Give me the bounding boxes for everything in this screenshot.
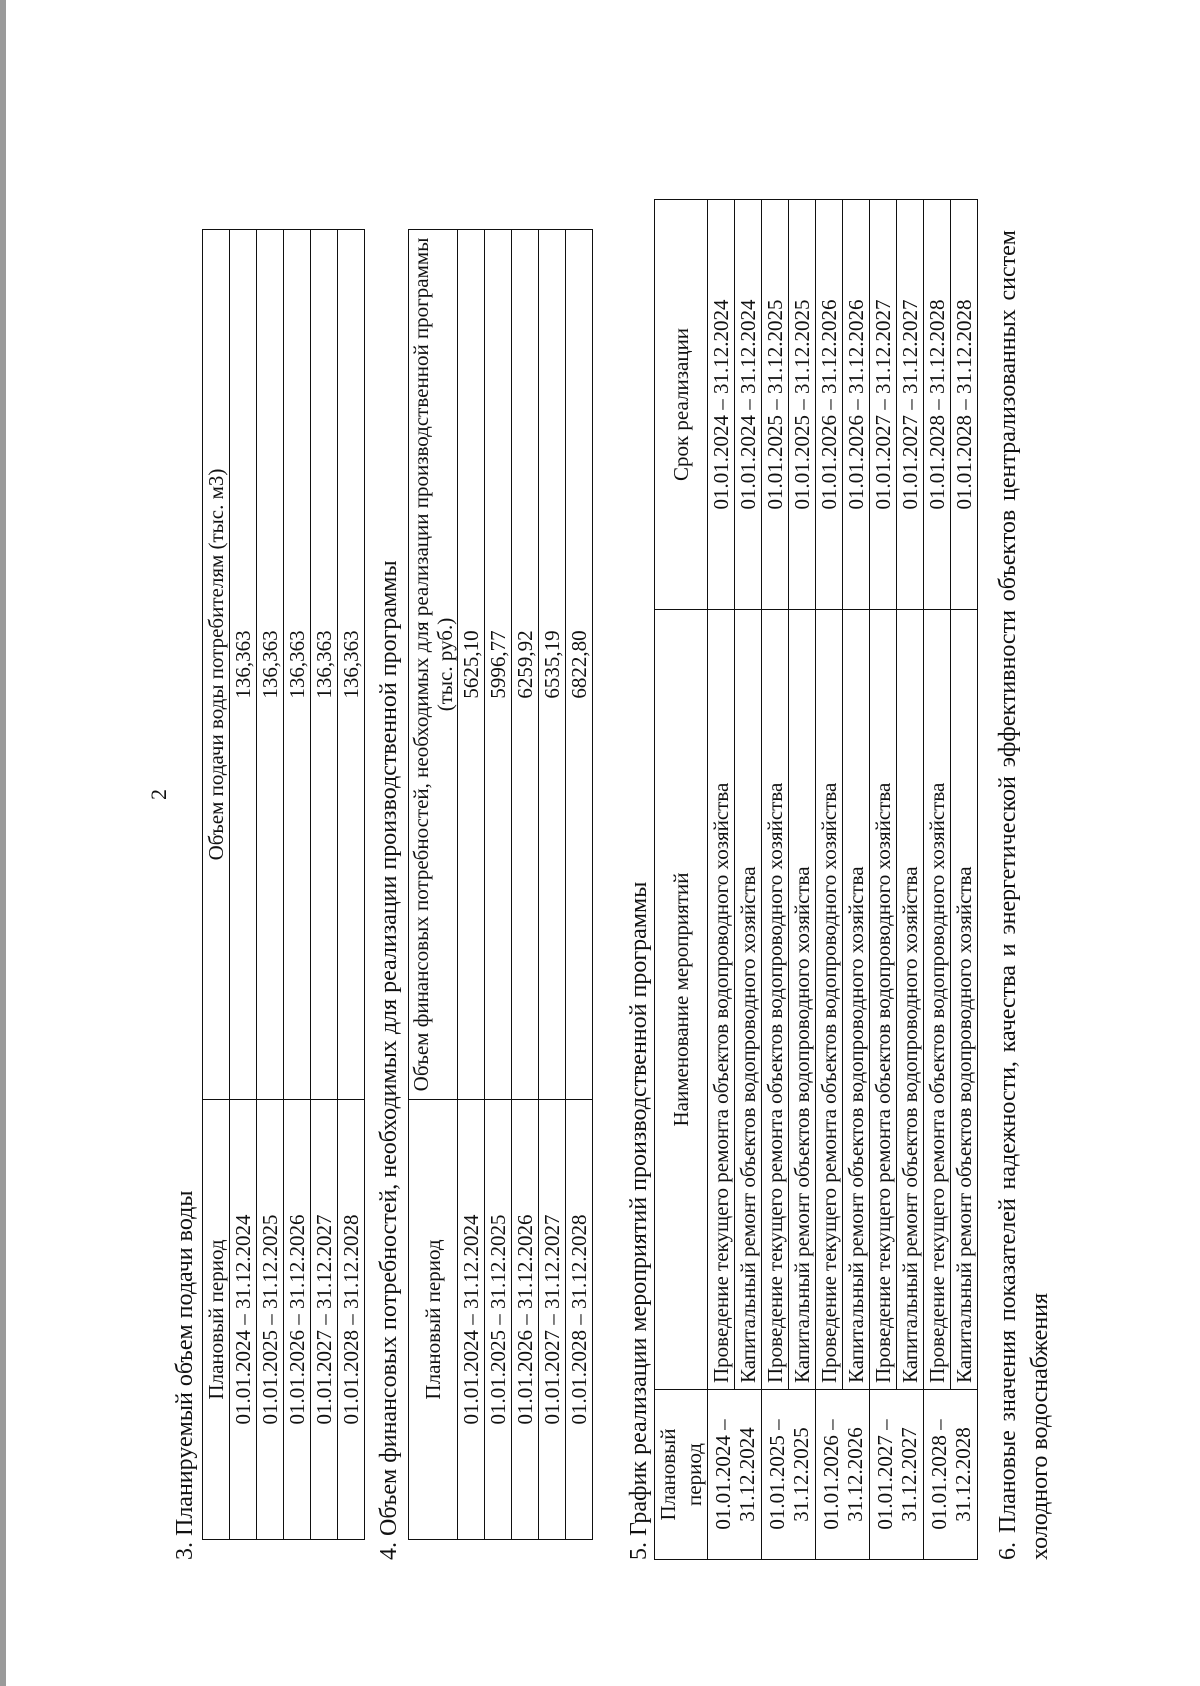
section3-title: 3. Планируемый объем подачи воды — [172, 1190, 198, 1560]
table-row — [284, 230, 311, 1540]
column-header: Плановый период — [203, 1100, 230, 1540]
table-row — [735, 200, 762, 1560]
activity-cell: Проведение текущего ремонта объектов водопроводного хозяйства — [924, 610, 951, 1390]
table-row — [338, 230, 365, 1540]
activity-cell: Проведение текущего ремонта объектов водопроводного хозяйства — [816, 610, 843, 1390]
period-cell: 01.01.2025 – 31.12.2025 — [485, 1100, 512, 1540]
column-header: Наименование мероприятий — [655, 610, 708, 1390]
activity-cell: Проведение текущего ремонта объектов водопроводного хозяйства — [762, 610, 789, 1390]
column-header: Срок реализации — [655, 200, 708, 610]
table-row — [708, 200, 735, 1560]
table-row — [870, 200, 897, 1560]
schedule-table — [654, 199, 978, 1560]
term-cell: 01.01.2025 – 31.12.2025 — [762, 200, 789, 610]
column-header: Объем финансовых потребностей, необходимых для реализации производственной программы (тыс. руб.) — [409, 230, 458, 1100]
activity-cell: Капитальный ремонт объектов водопроводного хозяйства — [789, 610, 816, 1390]
activity-cell: Проведение текущего ремонта объектов водопроводного хозяйства — [870, 610, 897, 1390]
table-header-row — [655, 200, 708, 1560]
period-cell: 01.01.2028 – 31.12.2028 — [924, 1390, 978, 1560]
period-cell: 01.01.2026 – 31.12.2026 — [284, 1100, 311, 1540]
term-cell: 01.01.2028 – 31.12.2028 — [951, 200, 978, 610]
period-cell: 01.01.2027 – 31.12.2027 — [311, 1100, 338, 1540]
table-row — [512, 230, 539, 1540]
activity-cell: Проведение текущего ремонта объектов водопроводного хозяйства — [708, 610, 735, 1390]
period-cell: 01.01.2024 – 31.12.2024 — [230, 1100, 257, 1540]
period-cell: 01.01.2026 – 31.12.2026 — [816, 1390, 870, 1560]
section6-paragraph: 6. Плановые значения показателей надежности, качества и энергетической эффективности объектов централизованных систем холодного водоснабжения — [995, 230, 1053, 1560]
value-cell: 6535,19 — [539, 230, 566, 1100]
table-header-row — [203, 230, 230, 1540]
value-cell: 136,363 — [257, 230, 284, 1100]
financial-needs-table — [408, 229, 593, 1540]
period-cell: 01.01.2028 – 31.12.2028 — [338, 1100, 365, 1540]
value-cell: 136,363 — [311, 230, 338, 1100]
page-number: 2 — [146, 789, 171, 800]
term-cell: 01.01.2027 – 31.12.2027 — [870, 200, 897, 610]
section4-title: 4. Объем финансовых потребностей, необходимых для реализации производственной программы — [376, 560, 402, 1560]
term-cell: 01.01.2024 – 31.12.2024 — [708, 200, 735, 610]
table-row — [843, 200, 870, 1560]
term-cell: 01.01.2024 – 31.12.2024 — [735, 200, 762, 610]
value-cell: 136,363 — [338, 230, 365, 1100]
activity-cell: Капитальный ремонт объектов водопроводного хозяйства — [735, 610, 762, 1390]
table-row — [566, 230, 593, 1540]
period-cell: 01.01.2028 – 31.12.2028 — [566, 1100, 593, 1540]
period-cell: 01.01.2027 – 31.12.2027 — [870, 1390, 924, 1560]
table-row — [257, 230, 284, 1540]
period-cell: 01.01.2027 – 31.12.2027 — [539, 1100, 566, 1540]
activity-cell: Капитальный ремонт объектов водопроводного хозяйства — [951, 610, 978, 1390]
activity-cell: Капитальный ремонт объектов водопроводного хозяйства — [843, 610, 870, 1390]
term-cell: 01.01.2026 – 31.12.2026 — [816, 200, 843, 610]
table-header-row — [409, 230, 458, 1540]
term-cell: 01.01.2025 – 31.12.2025 — [789, 200, 816, 610]
value-cell: 6822,80 — [566, 230, 593, 1100]
term-cell: 01.01.2028 – 31.12.2028 — [924, 200, 951, 610]
value-cell: 136,363 — [284, 230, 311, 1100]
column-header: Плановый период — [409, 1100, 458, 1540]
value-cell: 136,363 — [230, 230, 257, 1100]
table-row — [311, 230, 338, 1540]
table-row — [816, 200, 843, 1560]
value-cell: 5625,10 — [458, 230, 485, 1100]
table-row — [789, 200, 816, 1560]
table-row — [762, 200, 789, 1560]
table-row — [897, 200, 924, 1560]
table-row — [230, 230, 257, 1540]
table-row — [485, 230, 512, 1540]
table-row — [924, 200, 951, 1560]
term-cell: 01.01.2027 – 31.12.2027 — [897, 200, 924, 610]
value-cell: 6259,92 — [512, 230, 539, 1100]
value-cell: 5996,77 — [485, 230, 512, 1100]
section5-title: 5. График реализации мероприятий производственной программы — [626, 881, 652, 1560]
period-cell: 01.01.2025 – 31.12.2025 — [762, 1390, 816, 1560]
period-cell: 01.01.2024 – 31.12.2024 — [708, 1390, 762, 1560]
term-cell: 01.01.2026 – 31.12.2026 — [843, 200, 870, 610]
activity-cell: Капитальный ремонт объектов водопроводного хозяйства — [897, 610, 924, 1390]
rotated-page — [140, 80, 1080, 1560]
column-header: Объем подачи воды потребителям (тыс. м3) — [203, 230, 230, 1100]
water-volume-table — [202, 229, 365, 1540]
scan-edge — [0, 0, 6, 1686]
column-header: Плановый период — [655, 1390, 708, 1560]
table-row — [951, 200, 978, 1560]
table-row — [458, 230, 485, 1540]
period-cell: 01.01.2025 – 31.12.2025 — [257, 1100, 284, 1540]
period-cell: 01.01.2024 – 31.12.2024 — [458, 1100, 485, 1540]
period-cell: 01.01.2026 – 31.12.2026 — [512, 1100, 539, 1540]
table-row — [539, 230, 566, 1540]
